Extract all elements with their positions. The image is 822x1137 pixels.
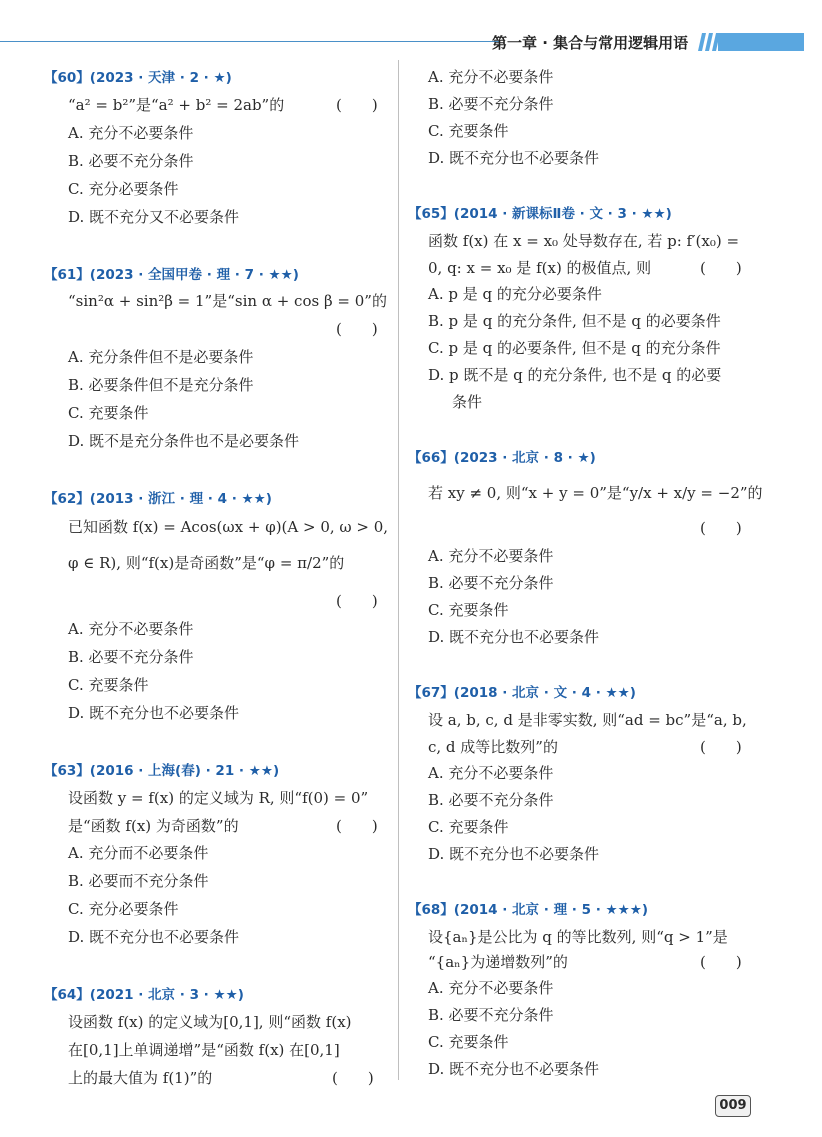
question-67-stem: c, d 成等比数列”的 (428, 738, 558, 756)
option-b: B. 必要不充分条件 (428, 791, 554, 809)
option-c: C. 充要条件 (428, 1033, 509, 1051)
question-62-head: 【62】(2013 · 浙江 · 理 · 4 · ★★) (44, 491, 272, 507)
answer-paren: ( ) (336, 96, 378, 114)
answer-paren: ( ) (336, 592, 378, 610)
option-b: B. 必要而不充分条件 (68, 872, 209, 890)
option-a: A. 充分而不必要条件 (68, 844, 209, 862)
question-61-stem: “sin²α + sin²β = 1”是“sin α + cos β = 0”的 (68, 292, 387, 310)
question-63-stem: 设函数 y = f(x) 的定义域为 R, 则“f(0) = 0” (68, 789, 369, 807)
header-stripes-decoration (698, 33, 720, 51)
option-a: A. 充分不必要条件 (428, 68, 554, 86)
chapter-title: 第一章 · 集合与常用逻辑用语 (492, 34, 689, 52)
option-b: B. 必要不充分条件 (68, 152, 194, 170)
option-a: A. 充分不必要条件 (68, 620, 194, 638)
question-63-stem: 是“函数 f(x) 为奇函数”的 (68, 817, 239, 835)
question-62-stem: φ ∈ R), 则“f(x)是奇函数”是“φ = π/2”的 (68, 554, 345, 572)
question-68-head: 【68】(2014 · 北京 · 理 · 5 · ★★★) (408, 902, 649, 918)
answer-paren: ( ) (700, 519, 742, 537)
option-b: B. 必要不充分条件 (68, 648, 194, 666)
option-a: A. 充分条件但不是必要条件 (68, 348, 254, 366)
header-rule (0, 41, 500, 42)
option-d: D. 既不充分也不必要条件 (68, 928, 240, 946)
option-c: C. 充要条件 (68, 404, 149, 422)
option-a: A. 充分不必要条件 (68, 124, 194, 142)
option-d: D. 既不充分也不必要条件 (428, 845, 600, 863)
option-d: D. 既不充分也不必要条件 (428, 1060, 600, 1078)
column-divider (398, 60, 399, 1080)
question-63-head: 【63】(2016 · 上海(春) · 21 · ★★) (44, 763, 280, 779)
question-64-head: 【64】(2021 · 北京 · 3 · ★★) (44, 987, 244, 1003)
question-65-head: 【65】(2014 · 新课标Ⅱ卷 · 文 · 3 · ★★) (408, 206, 672, 222)
question-64-stem: 在[0,1]上单调递增”是“函数 f(x) 在[0,1] (68, 1041, 340, 1059)
question-64-stem: 设函数 f(x) 的定义域为[0,1], 则“函数 f(x) (68, 1013, 352, 1031)
question-66-head: 【66】(2023 · 北京 · 8 · ★) (408, 450, 596, 466)
question-65-stem: 0, q: x = x₀ 是 f(x) 的极值点, 则 (428, 259, 652, 277)
option-b: B. 必要不充分条件 (428, 574, 554, 592)
question-67-stem: 设 a, b, c, d 是非零实数, 则“ad = bc”是“a, b, (428, 711, 747, 729)
answer-paren: ( ) (700, 259, 742, 277)
option-d: D. 既不充分也不必要条件 (428, 628, 600, 646)
option-c: C. 充要条件 (68, 676, 149, 694)
option-d-continued: 条件 (452, 393, 483, 411)
option-d: D. 既不充分又不必要条件 (68, 208, 240, 226)
question-62-stem: 已知函数 f(x) = Acos(ωx + φ)(A > 0, ω > 0, (68, 518, 389, 536)
option-a: A. 充分不必要条件 (428, 764, 554, 782)
option-d: D. p 既不是 q 的充分条件, 也不是 q 的必要 (428, 366, 722, 384)
page-number: 009 (715, 1095, 751, 1117)
option-d: D. 既不充分也不必要条件 (428, 149, 600, 167)
option-a: A. p 是 q 的充分必要条件 (428, 285, 602, 303)
option-a: A. 充分不必要条件 (428, 979, 554, 997)
question-67-head: 【67】(2018 · 北京 · 文 · 4 · ★★) (408, 685, 636, 701)
option-a: A. 充分不必要条件 (428, 547, 554, 565)
question-68-stem: “{aₙ}为递增数列”的 (428, 953, 568, 971)
answer-paren: ( ) (336, 817, 378, 835)
question-68-stem: 设{aₙ}是公比为 q 的等比数列, 则“q > 1”是 (428, 928, 728, 946)
question-60-stem: “a² = b²”是“a² + b² = 2ab”的 (68, 96, 285, 114)
option-c: C. 充分必要条件 (68, 900, 179, 918)
question-64-stem: 上的最大值为 f(1)”的 (68, 1069, 213, 1087)
question-60-head: 【60】(2023 · 天津 · 2 · ★) (44, 70, 232, 86)
header-accent-bar (718, 33, 804, 51)
option-c: C. 充要条件 (428, 122, 509, 140)
option-c: C. 充要条件 (428, 601, 509, 619)
question-65-stem: 函数 f(x) 在 x = x₀ 处导数存在, 若 p: f′(x₀) = (428, 232, 740, 250)
option-d: D. 既不是充分条件也不是必要条件 (68, 432, 300, 450)
answer-paren: ( ) (700, 953, 742, 971)
option-b: B. p 是 q 的充分条件, 但不是 q 的必要条件 (428, 312, 721, 330)
option-d: D. 既不充分也不必要条件 (68, 704, 240, 722)
question-61-head: 【61】(2023 · 全国甲卷 · 理 · 7 · ★★) (44, 267, 299, 283)
answer-paren: ( ) (700, 738, 742, 756)
option-c: C. 充要条件 (428, 818, 509, 836)
option-b: B. 必要不充分条件 (428, 95, 554, 113)
option-c: C. 充分必要条件 (68, 180, 179, 198)
option-c: C. p 是 q 的必要条件, 但不是 q 的充分条件 (428, 339, 721, 357)
question-66-stem: 若 xy ≠ 0, 则“x + y = 0”是“y/x + x/y = −2”的 (428, 484, 763, 502)
option-b: B. 必要条件但不是充分条件 (68, 376, 254, 394)
answer-paren: ( ) (336, 320, 378, 338)
option-b: B. 必要不充分条件 (428, 1006, 554, 1024)
answer-paren: ( ) (332, 1069, 374, 1087)
